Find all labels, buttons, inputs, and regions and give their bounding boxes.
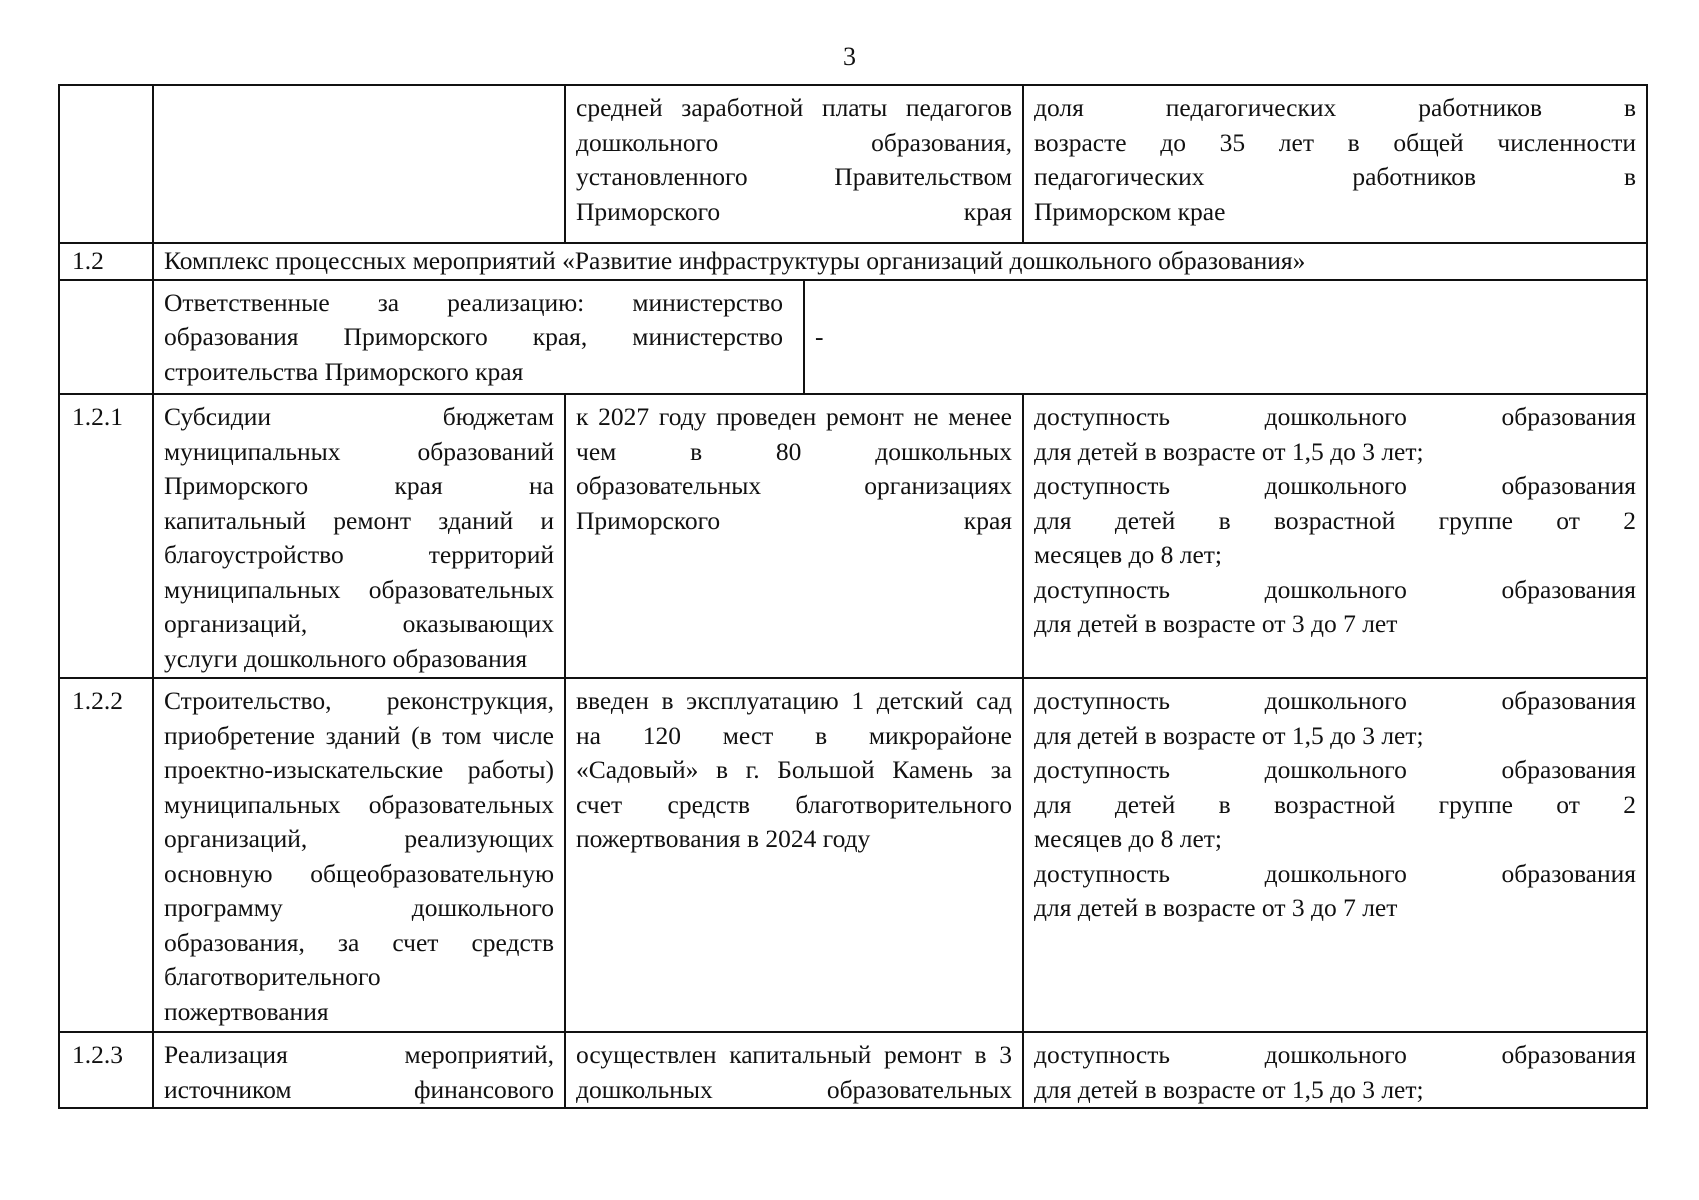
text-line: программу дошкольного	[164, 893, 554, 922]
text-line: Ответственные за реализацию: министерство	[164, 287, 783, 317]
cell-measure	[153, 394, 565, 678]
text-line: для детей в возрасте от 3 до 7 лет	[1034, 893, 1398, 922]
table-row	[59, 1032, 1647, 1108]
cell-measure	[153, 1032, 565, 1108]
cell-number	[59, 280, 153, 395]
text-line: проектно-изыскательские работы)	[164, 755, 554, 784]
text-line: благоустройство территорий	[164, 540, 554, 569]
text-line: строительства Приморского края	[164, 356, 524, 386]
cell-result	[565, 394, 1023, 678]
text-line: Приморского края	[576, 196, 1012, 226]
text-line: дошкольных образовательных	[576, 1074, 1012, 1104]
cell-number	[59, 85, 153, 243]
text-line: установленного Правительством	[576, 162, 1012, 191]
cell-measure	[153, 678, 565, 1032]
text-line: к 2027 году проведен ремонт не менее	[576, 402, 1012, 431]
cell-result	[565, 678, 1023, 1032]
text-line: образовательных организациях	[576, 471, 1012, 500]
text-line: муниципальных образовательных	[164, 789, 554, 819]
text-line: благотворительного	[164, 962, 381, 991]
cell-indicator	[1023, 394, 1647, 678]
page-number: 3	[843, 42, 856, 71]
table-row	[59, 394, 1647, 678]
text-line: доля педагогических работников в	[1034, 93, 1636, 122]
text-line: на 120 мест в микрорайоне	[576, 720, 1012, 750]
cell-indicator	[1023, 678, 1647, 1032]
text-line: доступность дошкольного образования	[1034, 574, 1636, 604]
text-line: муниципальных образовательных	[164, 574, 554, 604]
text-line: для детей в возрасте от 1,5 до 3 лет;	[1034, 1074, 1424, 1104]
text-line: для детей в возрасте от 1,5 до 3 лет;	[1034, 436, 1424, 466]
text-line: Субсидии бюджетам	[164, 402, 554, 431]
text-line: чем в 80 дошкольных	[576, 436, 1012, 466]
text-line: доступность дошкольного образования	[1034, 1040, 1636, 1069]
text-line: Строительство, реконструкция,	[164, 686, 554, 715]
text-line: услуги дошкольного образования	[164, 643, 528, 673]
row-number: 1.2.1	[59, 394, 153, 678]
text-line: капитальный ремонт зданий и	[164, 505, 554, 535]
row-number: 1.2.2	[59, 678, 153, 1032]
text-line: осуществлен капитальный ремонт в 3	[576, 1040, 1012, 1069]
text-line: месяцев до 8 лет;	[1034, 540, 1223, 569]
table-row-responsible	[59, 280, 1647, 395]
text-line: Приморского края на	[164, 471, 554, 500]
row-number: 1.2.3	[59, 1032, 153, 1108]
text-line: Приморском крае	[1034, 196, 1226, 226]
row-number: 1.2	[59, 243, 153, 280]
cell-result	[565, 1032, 1023, 1108]
responsible-value	[804, 281, 1646, 394]
text-line: основную общеобразовательную	[164, 858, 554, 888]
text-line: приобретение зданий (в том числе	[164, 720, 554, 750]
table-row	[59, 678, 1647, 1032]
text-line: организаций, реализующих	[164, 824, 554, 853]
text-line: пожертвования в 2024 году	[576, 824, 871, 853]
text-line: доступность дошкольного образования	[1034, 686, 1636, 715]
text-line: муниципальных образований	[164, 436, 554, 466]
cell-indicator	[1023, 85, 1647, 243]
text-line: доступность дошкольного образования	[1034, 402, 1636, 431]
cell-result	[565, 85, 1023, 243]
text-line: Приморского края	[576, 505, 1012, 535]
section-title	[153, 243, 1647, 280]
responsible-cell	[153, 280, 1647, 395]
text-line: доступность дошкольного образования	[1034, 471, 1636, 500]
text-line: для детей в возрастной группе от 2	[1034, 505, 1636, 535]
text-line: пожертвования	[164, 996, 329, 1026]
text-line: «Садовый» в г. Большой Камень за	[576, 755, 1012, 784]
responsible-inner	[154, 281, 1646, 394]
text-line: для детей в возрастной группе от 2	[1034, 789, 1636, 819]
text-line: доступность дошкольного образования	[1034, 755, 1636, 784]
responsible-text	[154, 281, 804, 394]
text-line: для детей в возрасте от 3 до 7 лет	[1034, 609, 1398, 638]
text-line: счет средств благотворительного	[576, 789, 1012, 819]
responsible-dash: -	[815, 321, 824, 351]
section-title-text: Комплекс процессных мероприятий «Развитие инфраструктуры организаций дошкольного образования»	[164, 246, 1306, 275]
text-line: введен в эксплуатацию 1 детский сад	[576, 686, 1012, 715]
text-line: возрасте до 35 лет в общей численности	[1034, 127, 1636, 157]
text-line: средней заработной платы педагогов	[576, 93, 1012, 122]
text-line: для детей в возрасте от 1,5 до 3 лет;	[1034, 720, 1424, 750]
text-line: организаций, оказывающих	[164, 609, 554, 638]
table-row	[59, 85, 1647, 243]
text-line: педагогических работников в	[1034, 162, 1636, 191]
text-line: доступность дошкольного образования	[1034, 858, 1636, 888]
text-line: образования, за счет средств	[164, 927, 554, 957]
text-line: Реализация мероприятий,	[164, 1040, 554, 1069]
cell-indicator	[1023, 1032, 1647, 1108]
cell-measure	[153, 85, 565, 243]
text-line: дошкольного образования,	[576, 127, 1012, 157]
text-line: месяцев до 8 лет;	[1034, 824, 1223, 853]
table-row-section	[59, 243, 1647, 280]
text-line: источником финансового	[164, 1074, 554, 1104]
measures-table	[58, 84, 1648, 1109]
text-line: образования Приморского края, министерство	[164, 322, 783, 351]
